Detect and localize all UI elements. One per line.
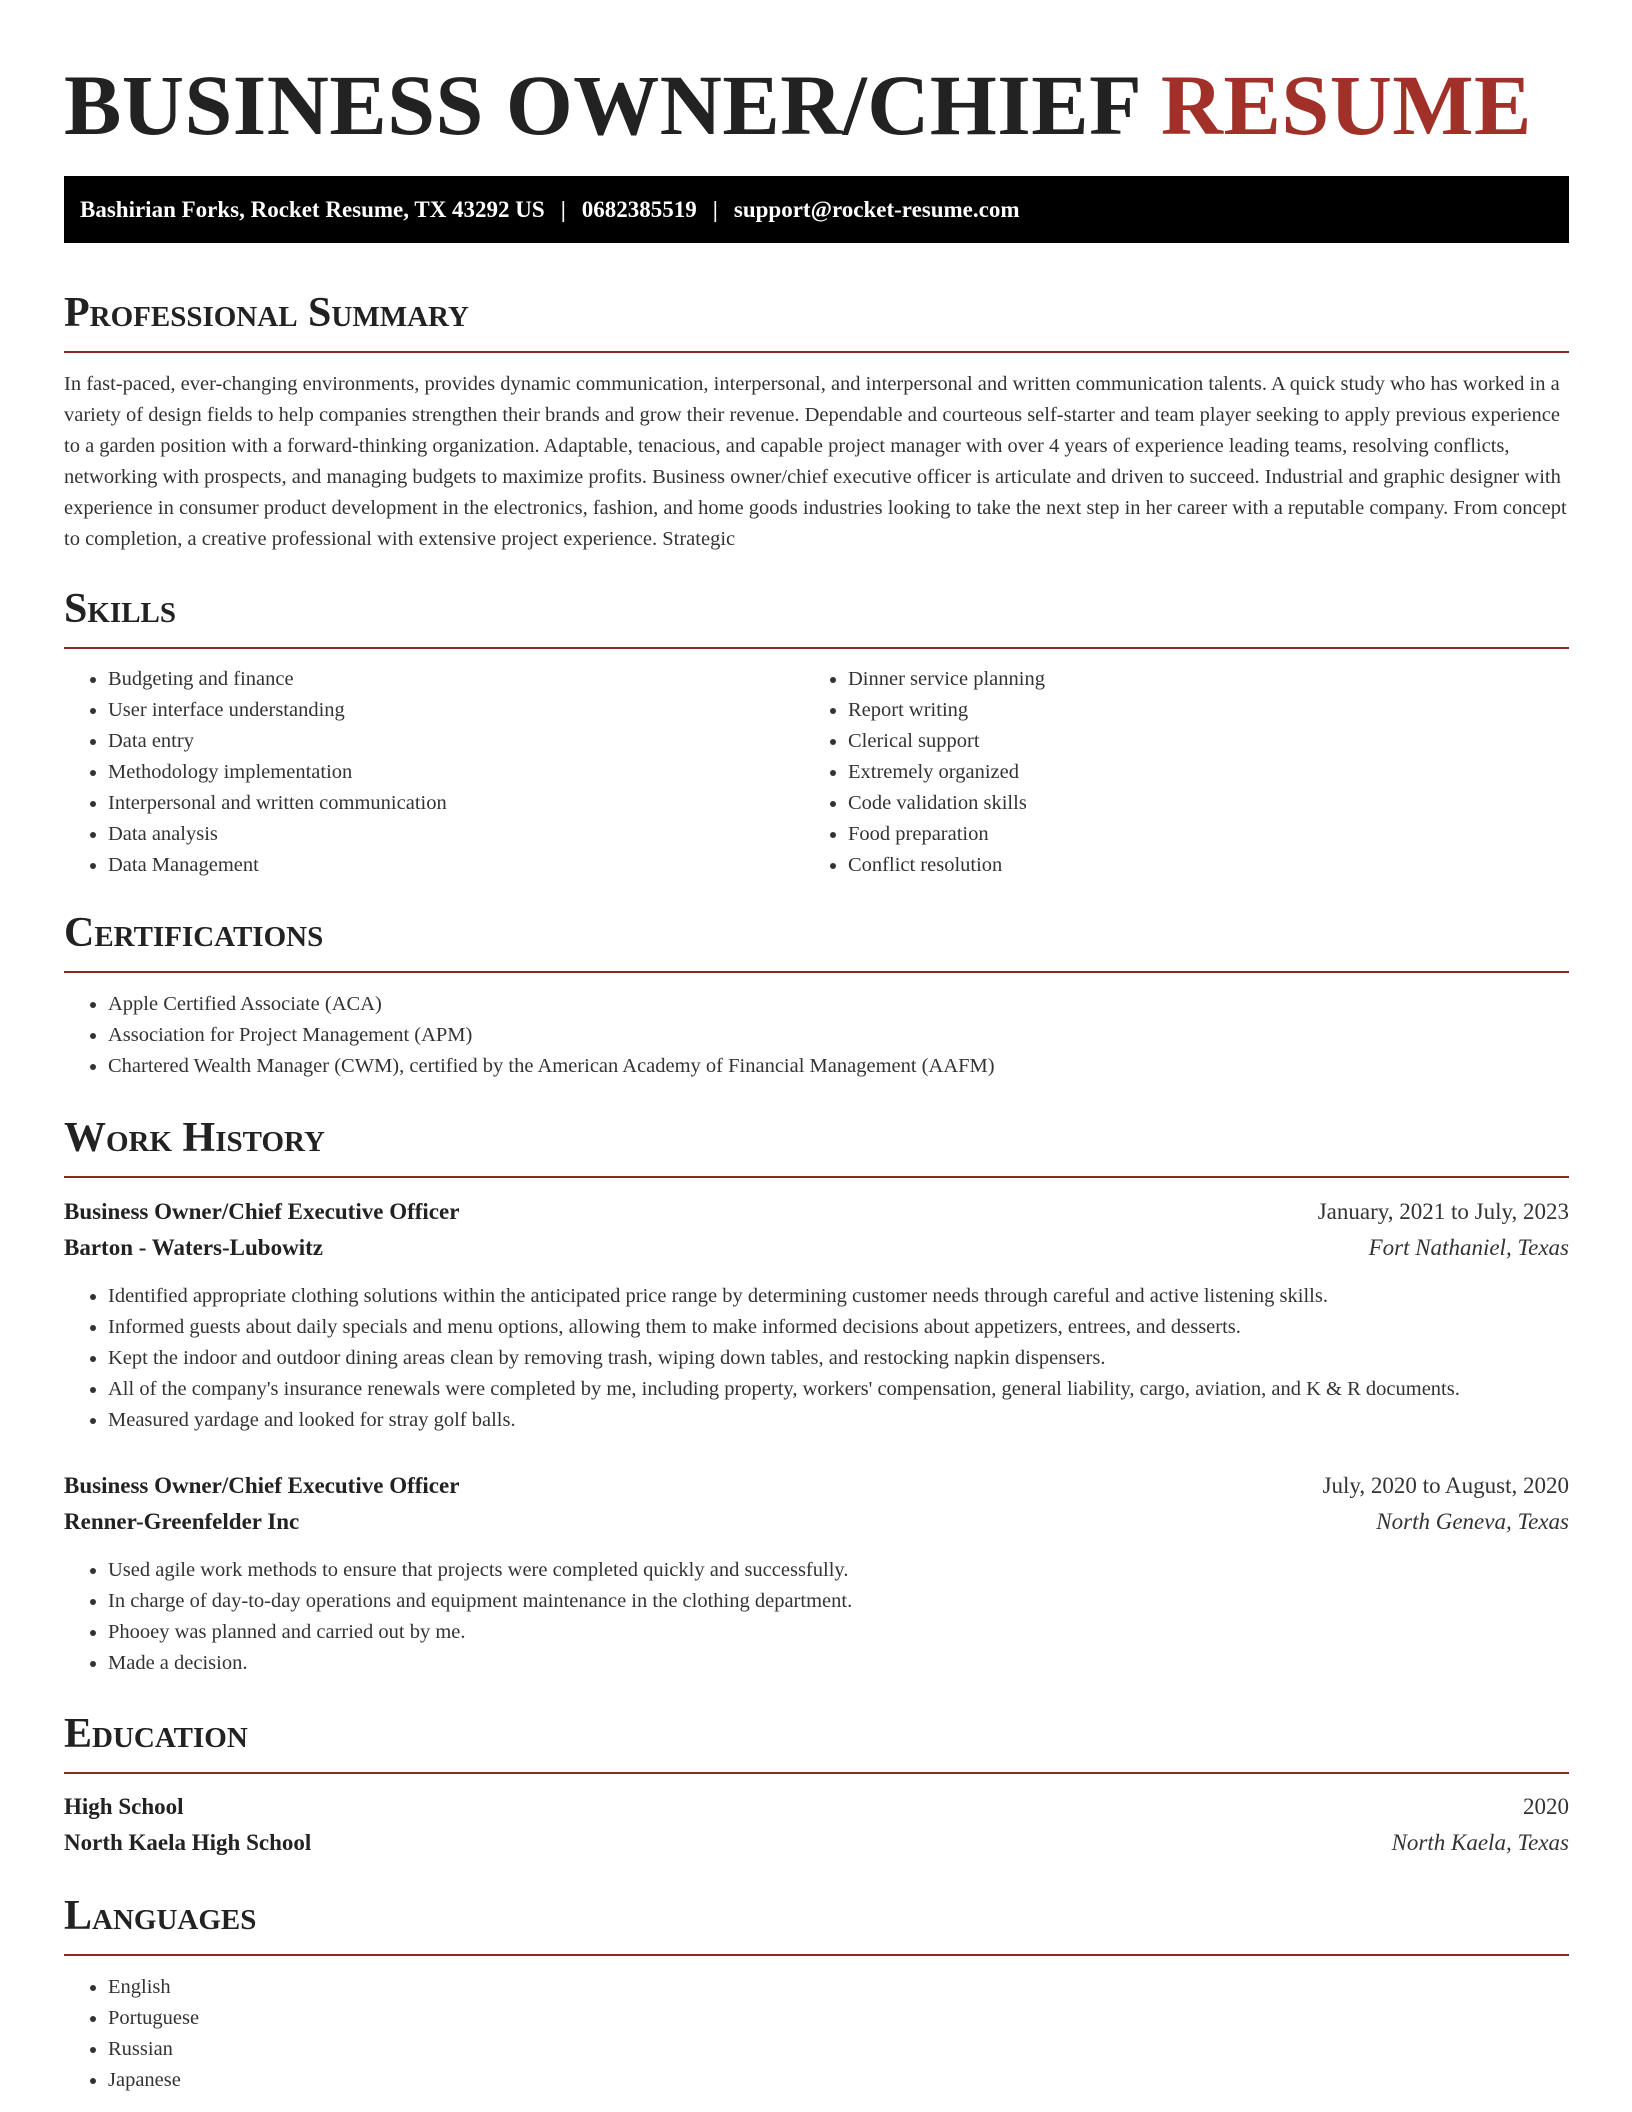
language-item: • Japanese [108,2065,199,2096]
languages-heading: Languages [64,1893,257,1939]
contact-separator: | [712,196,718,222]
skill-item: • Methodology implementation [108,757,447,788]
job-bullet: • Used agile work methods to ensure that projects were completed quickly and successfully. [108,1555,852,1586]
skill-item: • Code validation skills [848,788,1045,819]
job-header [64,1195,1569,1229]
job-company: Renner-Greenfelder Inc [64,1509,300,1534]
title-accent: RESUME [1160,57,1532,153]
contact-bar [64,176,1569,243]
skill-item: • Extremely organized [848,757,1045,788]
job-title: Business Owner/Chief Executive Officer [64,1199,460,1224]
skill-item: • Budgeting and finance [108,664,447,695]
education-header [64,1790,1569,1824]
skill-item: • Data Management [108,850,447,881]
skill-item: • Report writing [848,695,1045,726]
job-bullet: • Kept the indoor and outdoor dining areas clean by removing trash, wiping down tables, and restocking napkin dispensers. [108,1343,1460,1374]
section-divider [64,971,1569,973]
job-bullet: • In charge of day-to-day operations and equipment maintenance in the clothing department. [108,1586,852,1617]
job-subheader [64,1505,1569,1539]
contact-email: support@rocket-resume.com [733,196,1020,222]
job-bullet: • Phooey was planned and carried out by me. [108,1617,852,1648]
job-header [64,1469,1569,1503]
job-company: Barton - Waters-Lubowitz [64,1235,323,1260]
job-bullets [64,1555,852,1679]
skill-item: • Interpersonal and written communication [108,788,447,819]
skill-item: • Data analysis [108,819,447,850]
job-bullet: • All of the company's insurance renewals were completed by me, including property, workers' compensation, general liability, cargo, aviation, and K & R documents. [108,1374,1460,1405]
title-main: BUSINESS OWNER/CHIEF [64,57,1139,153]
education-subheader [64,1826,1569,1860]
job-bullets [64,1281,1460,1436]
contact-phone: 0682385519 [581,196,697,222]
language-item: • English [108,1972,199,2003]
education-school: North Kaela High School [64,1830,312,1855]
skills-list-left [64,664,447,881]
section-divider [64,351,1569,353]
contact-address: Bashirian Forks, Rocket Resume, TX 43292 US [80,196,545,222]
job-dates: January, 2021 to July, 2023 [1317,1199,1569,1224]
job-subheader [64,1231,1569,1265]
skill-item: • Clerical support [848,726,1045,757]
education-year: 2020 [1523,1794,1569,1819]
education-degree: High School [64,1794,184,1819]
work-history-heading: Work History [64,1115,325,1161]
certification-item: • Chartered Wealth Manager (CWM), certified by the American Academy of Financial Management (AAFM) [108,1051,995,1082]
job-bullet: • Made a decision. [108,1648,852,1679]
skill-item: • Food preparation [848,819,1045,850]
certification-item: • Association for Project Management (APM) [108,1020,995,1051]
skills-heading: Skills [64,586,177,632]
language-item: • Russian [108,2034,199,2065]
contact-separator: | [560,196,566,222]
skill-item: • Dinner service planning [848,664,1045,695]
language-item: • Portuguese [108,2003,199,2034]
job-location: North Geneva, Texas [1376,1509,1569,1534]
job-title: Business Owner/Chief Executive Officer [64,1473,460,1498]
job-bullet: • Informed guests about daily specials and menu options, allowing them to make informed decisions about appetizers, entrees, and desserts. [108,1312,1460,1343]
education-heading: Education [64,1711,248,1757]
skill-item: • Conflict resolution [848,850,1045,881]
summary-heading: Professional Summary [64,290,469,336]
job-bullet: • Identified appropriate clothing solutions within the anticipated price range by determining customer needs through careful and active listening skills. [108,1281,1460,1312]
languages-list [64,1972,199,2096]
section-divider [64,1954,1569,1956]
job-dates: July, 2020 to August, 2020 [1322,1473,1569,1498]
certification-item: • Apple Certified Associate (ACA) [108,989,995,1020]
skills-list-right [804,664,1045,881]
job-bullet: • Measured yardage and looked for stray golf balls. [108,1405,1460,1436]
resume-title [64,50,1532,160]
education-location: North Kaela, Texas [1391,1830,1569,1855]
section-divider [64,1176,1569,1178]
section-divider [64,1772,1569,1774]
job-location: Fort Nathaniel, Texas [1368,1235,1569,1260]
certifications-list [64,989,995,1082]
summary-text: In fast-paced, ever-changing environments, provides dynamic communication, interpersonal, and interpersonal and written communication talents. A quick study who has worked in a variety of design fields to help companies strengthen their brands and grow their revenue. Dependable and courteous self-starter and team player seeking to apply previous experience to a garden position with a forward-thinking organization. Adaptable, tenacious, and capable project manager with over 4 years of experience leading teams, resolving conflicts, networking with prospects, and managing budgets to maximize profits. Business owner/chief executive officer is articulate and driven to succeed. Industrial and graphic designer with experience in consumer product development in the electronics, fashion, and home goods industries looking to take the next step in her career with a reputable company. From concept to completion, a creative professional with extensive project experience. Strategic [64,373,1567,550]
section-divider [64,647,1569,649]
certifications-heading: Certifications [64,910,324,956]
skill-item: • Data entry [108,726,447,757]
skill-item: • User interface understanding [108,695,447,726]
